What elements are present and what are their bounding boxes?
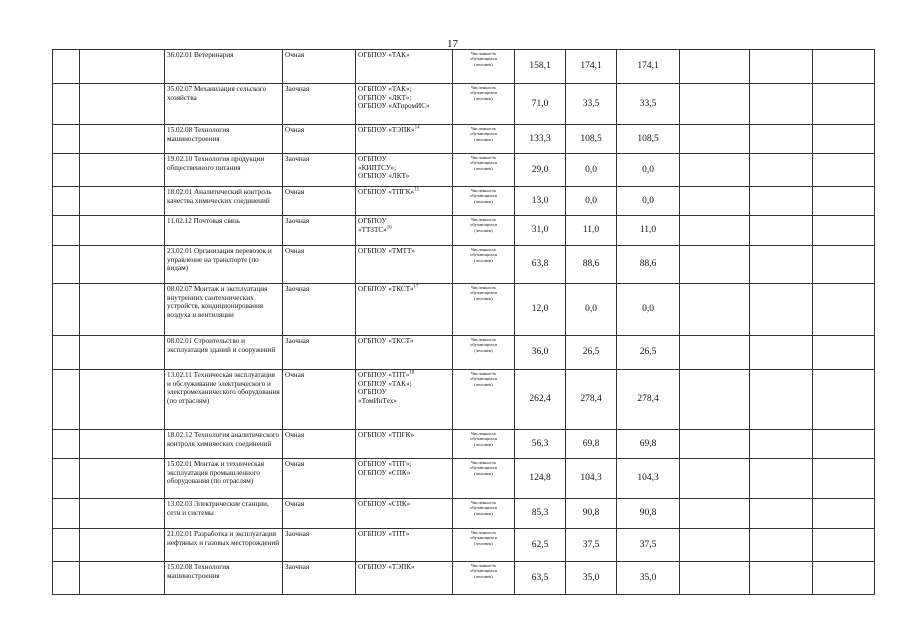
- empty-cell: [53, 216, 80, 246]
- study-form-cell: Заочная: [283, 84, 356, 125]
- organization-cell: [356, 187, 453, 216]
- table-row: [53, 84, 875, 125]
- value-cell: 71,0: [515, 84, 566, 125]
- indicator-line: обучающихся: [470, 465, 497, 471]
- study-form-cell: Заочная: [283, 336, 356, 370]
- empty-cell: [53, 284, 80, 336]
- organization-name: [358, 469, 450, 478]
- table-row: [53, 459, 875, 499]
- empty-cell: [750, 84, 813, 125]
- empty-cell: [680, 216, 750, 246]
- table-row: [53, 336, 875, 370]
- footnote-ref: 15: [414, 187, 420, 193]
- table-row: [53, 50, 875, 84]
- study-form-cell: Заочная: [283, 562, 356, 595]
- value-cell: 0,0: [617, 154, 680, 187]
- table-row: [53, 562, 875, 595]
- empty-cell: [750, 336, 813, 370]
- empty-cell: [80, 187, 165, 216]
- study-form-cell: Заочная: [283, 154, 356, 187]
- study-form-cell: Очная: [283, 187, 356, 216]
- organization-cell: [356, 562, 453, 595]
- specialty-cell: 18.02.01 Аналитический контроль качества химических соединений: [165, 187, 283, 216]
- empty-cell: [80, 529, 165, 562]
- organization-text: ОГБПОУ «ТМТТ»: [358, 247, 415, 255]
- study-form-cell: Очная: [283, 246, 356, 284]
- indicator-line: Численность: [470, 500, 497, 505]
- organization-cell: [356, 125, 453, 154]
- empty-cell: [750, 430, 813, 459]
- empty-cell: [80, 246, 165, 284]
- organization-cell: [356, 246, 453, 284]
- specialty-cell: 18.02.12 Технология аналитического контроля химических соединений: [165, 430, 283, 459]
- organization-text: ОГБПОУ «ТЭПК»: [358, 563, 415, 571]
- empty-cell: [750, 246, 813, 284]
- organization-name: [358, 85, 450, 94]
- empty-cell: [80, 370, 165, 430]
- indicator-line: Численность: [470, 530, 497, 535]
- empty-cell: [80, 499, 165, 529]
- empty-cell: [680, 459, 750, 499]
- value-cell: 108,5: [617, 125, 680, 154]
- organization-name: [358, 431, 450, 440]
- table-row: [53, 125, 875, 154]
- organization-cell: [356, 370, 453, 430]
- value-cell: 69,8: [566, 430, 617, 459]
- empty-cell: [750, 370, 813, 430]
- organization-name: [358, 217, 450, 226]
- specialty-cell: 35.02.07 Механизация сельского хозяйства: [165, 84, 283, 125]
- organization-text: ОГБПОУ «ТКСТ»: [358, 285, 414, 293]
- indicator-cell: [453, 529, 515, 562]
- table-row: [53, 284, 875, 336]
- specialty-cell: 15.02.01 Монтаж и техническая эксплуатация промышленного оборудования (по отраслям): [165, 459, 283, 499]
- empty-cell: [80, 562, 165, 595]
- organization-cell: [356, 216, 453, 246]
- value-cell: 108,5: [566, 125, 617, 154]
- value-cell: 37,5: [617, 529, 680, 562]
- organization-cell: [356, 84, 453, 125]
- organization-cell: [356, 499, 453, 529]
- indicator-line: обучающихся: [470, 535, 497, 541]
- value-cell: 104,3: [617, 459, 680, 499]
- empty-cell: [80, 284, 165, 336]
- study-form-cell: Очная: [283, 430, 356, 459]
- organization-name: [358, 388, 450, 397]
- organization-text: ОГБПОУ «ЛКТ»;: [358, 93, 412, 102]
- empty-cell: [80, 336, 165, 370]
- value-cell: 11,0: [566, 216, 617, 246]
- value-cell: 278,4: [566, 370, 617, 430]
- organization-name: [358, 94, 450, 103]
- indicator-line: Численность: [470, 85, 497, 90]
- value-cell: 62,5: [515, 529, 566, 562]
- study-form-cell: Заочная: [283, 284, 356, 336]
- organization-text: «ТомИнТех»: [358, 396, 397, 405]
- organization-cell: [356, 430, 453, 459]
- organization-text: ОГБПОУ «ЛКТ»: [358, 172, 410, 180]
- empty-cell: [53, 430, 80, 459]
- value-cell: 0,0: [566, 154, 617, 187]
- empty-cell: [80, 50, 165, 84]
- value-cell: 0,0: [617, 187, 680, 216]
- empty-cell: [53, 84, 80, 125]
- indicator-line: обучающихся: [470, 160, 497, 166]
- empty-cell: [680, 562, 750, 595]
- value-cell: 104,3: [566, 459, 617, 499]
- indicator-line: (человек): [474, 347, 493, 353]
- study-form-cell: Заочная: [283, 216, 356, 246]
- organization-text: ОГБПОУ «ТПТ»;: [358, 460, 412, 468]
- footnote-ref: 17: [413, 284, 419, 290]
- empty-cell: [53, 246, 80, 284]
- value-cell: 90,8: [617, 499, 680, 529]
- indicator-line: обучающихся: [470, 290, 497, 296]
- specialty-cell: 08.02.01 Строительство и эксплуатация зданий и сооружений: [165, 336, 283, 370]
- value-cell: 85,3: [515, 499, 566, 529]
- organization-text: ОГБПОУ «ТАК»: [358, 51, 410, 59]
- indicator-line: (человек): [474, 198, 493, 204]
- study-form-cell: Очная: [283, 499, 356, 529]
- footnote-ref: 16: [386, 225, 392, 231]
- footnote-ref: 18: [409, 370, 415, 376]
- value-cell: 88,6: [566, 246, 617, 284]
- value-cell: 26,5: [566, 336, 617, 370]
- empty-cell: [53, 459, 80, 499]
- empty-cell: [750, 187, 813, 216]
- organization-cell: [356, 529, 453, 562]
- value-cell: 63,8: [515, 246, 566, 284]
- empty-cell: [53, 370, 80, 430]
- indicator-line: обучающихся: [470, 342, 497, 348]
- empty-cell: [813, 499, 875, 529]
- organization-name: [358, 500, 450, 509]
- organization-name: [358, 226, 450, 235]
- empty-cell: [680, 529, 750, 562]
- indicator-cell: [453, 459, 515, 499]
- indicator-line: (человек): [474, 295, 493, 301]
- empty-cell: [680, 50, 750, 84]
- value-cell: 158,1: [515, 50, 566, 84]
- indicator-cell: [453, 187, 515, 216]
- value-cell: 36,0: [515, 336, 566, 370]
- specialties-table: [52, 49, 875, 595]
- indicator-line: обучающихся: [470, 505, 497, 511]
- indicator-line: Численность: [470, 285, 497, 290]
- value-cell: 12,0: [515, 284, 566, 336]
- empty-cell: [680, 246, 750, 284]
- organization-name: [358, 172, 450, 181]
- empty-cell: [53, 336, 80, 370]
- organization-text: ОГБПОУ: [358, 155, 387, 163]
- organization-name: [358, 126, 450, 135]
- empty-cell: [53, 154, 80, 187]
- value-cell: 26,5: [617, 336, 680, 370]
- study-form-cell: Заочная: [283, 529, 356, 562]
- value-cell: 0,0: [566, 284, 617, 336]
- empty-cell: [750, 499, 813, 529]
- empty-cell: [813, 562, 875, 595]
- indicator-cell: [453, 562, 515, 595]
- empty-cell: [813, 370, 875, 430]
- empty-cell: [53, 50, 80, 84]
- table-row: [53, 187, 875, 216]
- empty-cell: [680, 154, 750, 187]
- empty-cell: [813, 187, 875, 216]
- table-row: [53, 430, 875, 459]
- indicator-line: (человек): [474, 61, 493, 67]
- empty-cell: [53, 187, 80, 216]
- empty-cell: [750, 50, 813, 84]
- organization-text: ОГБПОУ «СПК»: [358, 468, 411, 477]
- organization-text: ОГБПОУ «ТАК»;: [358, 85, 412, 93]
- indicator-cell: [453, 430, 515, 459]
- organization-name: [358, 371, 450, 380]
- table-row: [53, 154, 875, 187]
- empty-cell: [813, 459, 875, 499]
- organization-name: [358, 337, 450, 346]
- indicator-line: Численность: [470, 155, 497, 160]
- organization-name: [358, 460, 450, 469]
- organization-text: ОГБПОУ «ТПГК»: [358, 188, 415, 196]
- organization-name: [358, 164, 450, 173]
- empty-cell: [680, 125, 750, 154]
- table-row: [53, 246, 875, 284]
- value-cell: 278,4: [617, 370, 680, 430]
- table-row: [53, 529, 875, 562]
- specialty-cell: 13.02.11 Техническая эксплуатация и обслуживание электрического и электромеханического оборудования (по отраслям): [165, 370, 283, 430]
- value-cell: 35,0: [566, 562, 617, 595]
- empty-cell: [680, 430, 750, 459]
- indicator-line: обучающихся: [470, 56, 497, 62]
- indicator-line: Численность: [470, 188, 497, 193]
- page-number: 17: [447, 38, 458, 50]
- empty-cell: [750, 154, 813, 187]
- indicator-line: Численность: [470, 371, 497, 376]
- indicator-cell: [453, 336, 515, 370]
- organization-text: ОГБПОУ «ТПГК»: [358, 431, 415, 439]
- indicator-line: обучающихся: [470, 222, 497, 228]
- indicator-line: Численность: [470, 126, 497, 131]
- indicator-line: (человек): [474, 95, 493, 101]
- empty-cell: [813, 430, 875, 459]
- specialty-cell: 08.02.07 Монтаж и эксплуатация внутренних сантехнических устройств, кондиционирования воздуха и вентиляции: [165, 284, 283, 336]
- value-cell: 124,8: [515, 459, 566, 499]
- indicator-line: обучающихся: [470, 252, 497, 258]
- value-cell: 0,0: [566, 187, 617, 216]
- empty-cell: [680, 84, 750, 125]
- value-cell: 69,8: [617, 430, 680, 459]
- indicator-line: Численность: [470, 51, 497, 56]
- empty-cell: [813, 154, 875, 187]
- indicator-cell: [453, 499, 515, 529]
- organization-text: ОГБПОУ «ТКСТ»: [358, 337, 414, 345]
- organization-name: [358, 530, 450, 539]
- empty-cell: [813, 529, 875, 562]
- indicator-line: обучающихся: [470, 193, 497, 199]
- indicator-cell: [453, 370, 515, 430]
- empty-cell: [53, 529, 80, 562]
- empty-cell: [80, 125, 165, 154]
- empty-cell: [813, 125, 875, 154]
- empty-cell: [680, 370, 750, 430]
- empty-cell: [750, 125, 813, 154]
- empty-cell: [813, 336, 875, 370]
- value-cell: 35,0: [617, 562, 680, 595]
- indicator-line: (человек): [474, 510, 493, 516]
- empty-cell: [813, 284, 875, 336]
- study-form-cell: Очная: [283, 125, 356, 154]
- value-cell: 63,5: [515, 562, 566, 595]
- empty-cell: [813, 216, 875, 246]
- organization-name: [358, 397, 450, 406]
- indicator-line: (человек): [474, 136, 493, 142]
- empty-cell: [80, 154, 165, 187]
- table-row: [53, 216, 875, 246]
- empty-cell: [750, 529, 813, 562]
- empty-cell: [750, 459, 813, 499]
- indicator-line: (человек): [474, 257, 493, 263]
- empty-cell: [53, 562, 80, 595]
- organization-text: «КИПТСУ»;: [358, 163, 397, 172]
- organization-cell: [356, 50, 453, 84]
- empty-cell: [53, 499, 80, 529]
- indicator-line: обучающихся: [470, 131, 497, 137]
- organization-name: [358, 102, 450, 111]
- value-cell: 0,0: [617, 284, 680, 336]
- table-row: [53, 370, 875, 430]
- organization-name: [358, 380, 450, 389]
- specialty-cell: 21.02.01 Разработка и эксплуатация нефтяных и газовых месторождений: [165, 529, 283, 562]
- empty-cell: [680, 336, 750, 370]
- indicator-cell: [453, 154, 515, 187]
- organization-name: [358, 563, 450, 572]
- organization-text: ОГБПОУ: [358, 217, 387, 225]
- value-cell: 13,0: [515, 187, 566, 216]
- value-cell: 29,0: [515, 154, 566, 187]
- value-cell: 31,0: [515, 216, 566, 246]
- value-cell: 90,8: [566, 499, 617, 529]
- organization-cell: [356, 154, 453, 187]
- empty-cell: [680, 187, 750, 216]
- organization-text: ОГБПОУ «СПК»: [358, 500, 411, 508]
- organization-text: ОГБПОУ «ТАК»;: [358, 379, 412, 388]
- organization-name: [358, 247, 450, 256]
- empty-cell: [750, 562, 813, 595]
- specialty-cell: 13.02.03 Электрические станции, сети и системы: [165, 499, 283, 529]
- indicator-line: (человек): [474, 470, 493, 476]
- footnote-ref: 14: [414, 125, 420, 131]
- indicator-line: Численность: [470, 563, 497, 568]
- indicator-line: (человек): [474, 381, 493, 387]
- empty-cell: [80, 459, 165, 499]
- organization-cell: [356, 336, 453, 370]
- organization-text: ОГБПОУ «АТпромИС»: [358, 102, 430, 110]
- value-cell: 262,4: [515, 370, 566, 430]
- value-cell: 88,6: [617, 246, 680, 284]
- value-cell: 174,1: [566, 50, 617, 84]
- empty-cell: [680, 499, 750, 529]
- indicator-line: (человек): [474, 573, 493, 579]
- organization-text: ОГБПОУ: [358, 388, 387, 396]
- indicator-line: Численность: [470, 217, 497, 222]
- indicator-cell: [453, 246, 515, 284]
- specialty-cell: 11.02.12 Почтовая связь: [165, 216, 283, 246]
- organization-name: [358, 155, 450, 164]
- empty-cell: [53, 125, 80, 154]
- indicator-line: (человек): [474, 540, 493, 546]
- study-form-cell: Очная: [283, 459, 356, 499]
- indicator-cell: [453, 125, 515, 154]
- organization-text: ОГБПОУ «ТПТ»: [358, 371, 410, 379]
- empty-cell: [750, 284, 813, 336]
- value-cell: 174,1: [617, 50, 680, 84]
- organization-cell: [356, 284, 453, 336]
- indicator-cell: [453, 216, 515, 246]
- specialty-cell: 15.02.08 Технология машиностроения: [165, 562, 283, 595]
- value-cell: 37,5: [566, 529, 617, 562]
- indicator-line: обучающихся: [470, 376, 497, 382]
- indicator-line: Численность: [470, 337, 497, 342]
- value-cell: 33,5: [566, 84, 617, 125]
- indicator-cell: [453, 84, 515, 125]
- indicator-line: Численность: [470, 431, 497, 436]
- organization-text: ОГБПОУ «ТЭПК»: [358, 126, 415, 134]
- indicator-line: (человек): [474, 227, 493, 233]
- empty-cell: [680, 284, 750, 336]
- indicator-line: Численность: [470, 460, 497, 465]
- study-form-cell: Очная: [283, 370, 356, 430]
- value-cell: 33,5: [617, 84, 680, 125]
- empty-cell: [750, 216, 813, 246]
- indicator-line: Численность: [470, 247, 497, 252]
- specialty-cell: 23.02.01 Организация перевозок и управление на транспорте (по видам): [165, 246, 283, 284]
- empty-cell: [813, 246, 875, 284]
- organization-name: [358, 188, 450, 197]
- specialty-cell: 36.02.01 Ветеринария: [165, 50, 283, 84]
- study-form-cell: Очная: [283, 50, 356, 84]
- empty-cell: [813, 50, 875, 84]
- indicator-line: (человек): [474, 441, 493, 447]
- organization-cell: [356, 459, 453, 499]
- indicator-line: обучающихся: [470, 436, 497, 442]
- table-row: [53, 499, 875, 529]
- indicator-line: (человек): [474, 165, 493, 171]
- organization-text: «ТТЗТС»: [358, 225, 387, 234]
- organization-name: [358, 285, 450, 294]
- organization-text: ОГБПОУ «ТПТ»: [358, 530, 410, 538]
- specialty-cell: 19.02.10 Технология продукции общественного питания: [165, 154, 283, 187]
- value-cell: 11,0: [617, 216, 680, 246]
- empty-cell: [80, 84, 165, 125]
- specialty-cell: 15.02.08 Технология машиностроения: [165, 125, 283, 154]
- organization-name: [358, 51, 450, 60]
- empty-cell: [80, 430, 165, 459]
- empty-cell: [813, 84, 875, 125]
- indicator-cell: [453, 50, 515, 84]
- empty-cell: [80, 216, 165, 246]
- value-cell: 133,3: [515, 125, 566, 154]
- indicator-line: обучающихся: [470, 568, 497, 574]
- indicator-line: обучающихся: [470, 90, 497, 96]
- indicator-cell: [453, 284, 515, 336]
- value-cell: 56,3: [515, 430, 566, 459]
